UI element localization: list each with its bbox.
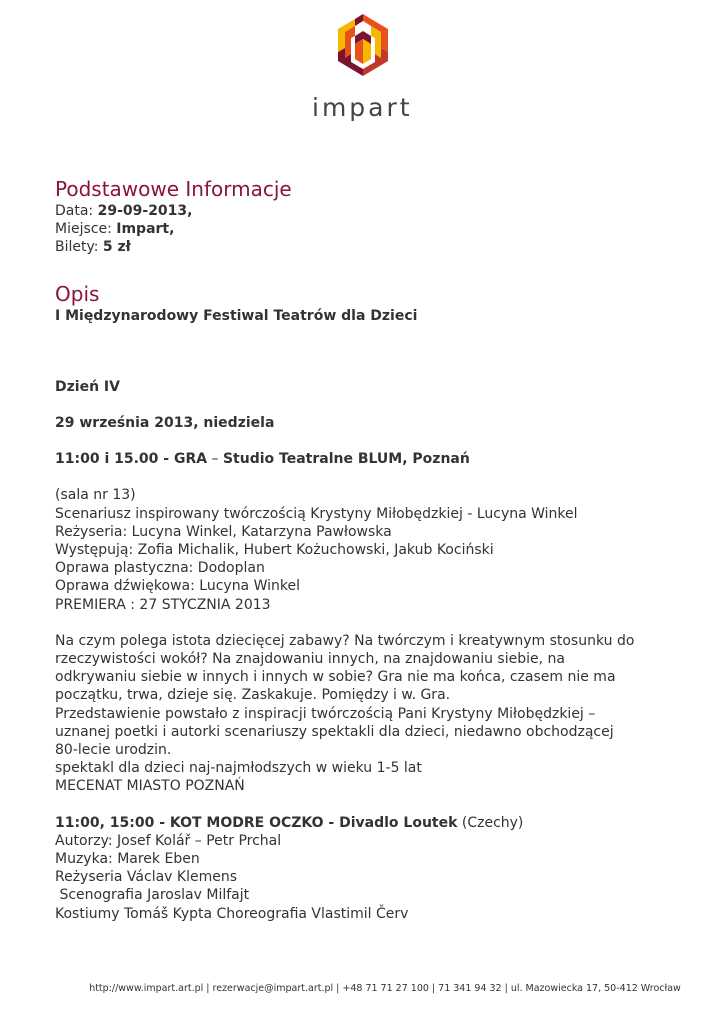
- credit-line: PREMIERA : 27 STYCZNIA 2013: [55, 596, 271, 613]
- event1-credits: [55, 486, 675, 613]
- tickets-value: 5 zł: [102, 239, 131, 256]
- description-line: spektakl dla dzieci naj-najmłodszych w wieku 1-5 lat: [55, 760, 422, 777]
- place-value: Impart,: [116, 221, 175, 238]
- impart-logo-mark: [333, 14, 393, 76]
- document-body: [55, 176, 675, 923]
- description-line: 80-lecie urodzin.: [55, 742, 172, 759]
- event1-header: [55, 450, 675, 468]
- event-date: 29 września 2013, niedziela: [55, 415, 275, 432]
- day-label: Dzień IV: [55, 378, 120, 395]
- credit-line: Kostiumy Tomáš Kypta Choreografia Vlastimil Červ: [55, 905, 409, 922]
- event1-description: [55, 632, 675, 796]
- tickets-line: [55, 238, 675, 256]
- credit-line: Autorzy: Josef Kolář – Petr Prchal: [55, 832, 282, 849]
- event2-credits: [55, 832, 675, 923]
- credit-line: Scenografia Jaroslav Milfajt: [55, 887, 250, 904]
- event2-header: [55, 814, 675, 832]
- credit-line: Występują: Zofia Michalik, Hubert Kożuchowski, Jakub Kociński: [55, 542, 494, 559]
- event2-country: (Czechy): [457, 814, 524, 831]
- event2-title: 11:00, 15:00 - KOT MODRE OCZKO - Divadlo Loutek: [55, 814, 458, 831]
- credit-line: Oprawa dźwiękowa: Lucyna Winkel: [55, 578, 300, 595]
- description-line: rzeczywistości wokół? Na znajdowaniu innych, na znajdowaniu siebie, na: [55, 651, 565, 668]
- footer-contact: http://www.impart.art.pl | rezerwacje@impart.art.pl | +48 71 71 27 100 | 71 341 94 32 | ul. Mazowiecka 17, 50-412 Wrocław: [89, 983, 681, 994]
- date-label: Data:: [55, 203, 98, 219]
- description-line: uznanej poetki i autorki scenariuszy spektakli dla dzieci, niedawno obchodzącej: [55, 723, 614, 740]
- place-label: Miejsce:: [55, 221, 117, 238]
- impart-logo: [300, 14, 425, 124]
- logo-wordmark: impart: [312, 93, 413, 122]
- description-line: Przedstawienie powstało z inspiracji twórczością Pani Krystyny Miłobędzkiej –: [55, 705, 596, 722]
- place-line: [55, 220, 675, 238]
- basic-info-heading: Podstawowe Informacje: [55, 177, 292, 201]
- description-line: Na czym polega istota dziecięcej zabawy? Na twórczym i kreatywnym stosunku do: [55, 632, 635, 649]
- event1-dash: –: [207, 451, 223, 468]
- event1-time: 11:00 i 15.00 - GRA: [55, 451, 208, 468]
- tickets-label: Bilety:: [55, 239, 103, 256]
- credit-line: Muzyka: Marek Eben: [55, 851, 200, 868]
- event1-venue: Studio Teatralne BLUM, Poznań: [222, 451, 470, 468]
- credit-line: Reżyseria: Lucyna Winkel, Katarzyna Pawłowska: [55, 523, 392, 540]
- credit-line: Oprawa plastyczna: Dodoplan: [55, 560, 265, 577]
- festival-title: I Międzynarodowy Festiwal Teatrów dla Dzieci: [55, 307, 418, 324]
- credit-line: (sala nr 13): [55, 487, 136, 504]
- credit-line: Scenariusz inspirowany twórczością Krystyny Miłobędzkiej - Lucyna Winkel: [55, 505, 578, 522]
- description-line: początku, trwa, dzieje się. Zaskakuje. Pomiędzy i w. Gra.: [55, 687, 451, 704]
- description-line: odkrywaniu siebie w innych i innych w sobie? Gra nie ma końca, czasem nie ma: [55, 669, 616, 686]
- opis-heading: Opis: [55, 281, 100, 306]
- description-line: MECENAT MIASTO POZNAŃ: [55, 778, 245, 795]
- credit-line: Reżyseria Václav Klemens: [55, 869, 237, 886]
- date-value: 29-09-2013,: [97, 203, 193, 219]
- page-footer: [0, 983, 725, 994]
- date-line: [55, 202, 675, 220]
